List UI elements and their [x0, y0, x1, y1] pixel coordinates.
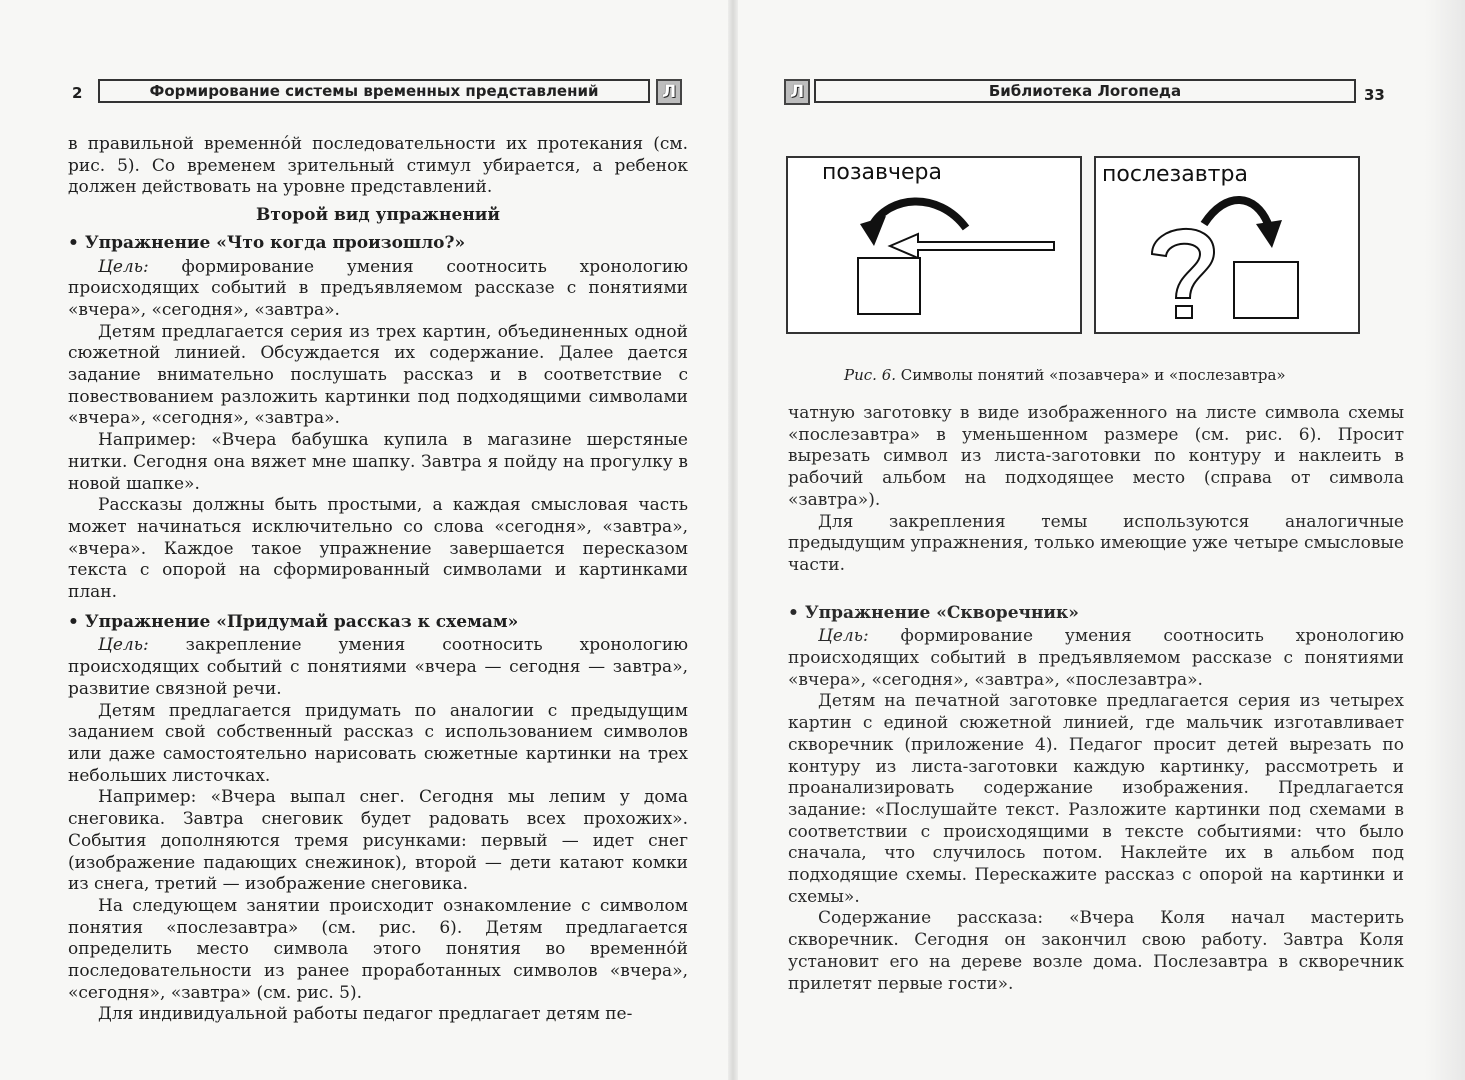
paragraph: Например: «Вчера выпал снег. Сегодня мы лепим у дома снеговика. Завтра снеговик будет радовать всех прохожих». События дополняются тремя рисунками: первый — идет снег (изображение падающих снежинок), второй — дети катают комки из снега, третий — изображение снеговика.: [68, 787, 688, 895]
figure-box-pozavchera: [786, 156, 1082, 334]
paragraph: Для закрепления темы используются аналогичные предыдущим упражнения, только имеющие уже четыре смысловые части.: [788, 511, 1404, 575]
paragraph: На следующем занятии происходит ознакомление с символом понятия «послезавтра» (см. рис. 6). Детям предлагается определить место символа этого понятия во временнóй последовательности из ранее проработанных символов «вчера», «сегодня», «завтра» (см. рис. 5).: [68, 895, 688, 1003]
paragraph: Цель: формирование умения соотносить хронологию происходящих событий в предъявляемом рассказе с понятиями «вчера», «сегодня», «завтра».: [68, 256, 688, 320]
paragraph: Цель: формирование умения соотносить хронологию происходящих событий в предъявляемом рассказе с понятиями «вчера», «сегодня», «завтра», «послезавтра».: [788, 626, 1404, 690]
logo-icon: Л: [784, 79, 810, 105]
exercise-title: • Упражнение «Скворечник»: [788, 602, 1079, 623]
figure-caption: Рис. 6. Символы понятий «позавчера» и «послезавтра»: [844, 366, 1286, 384]
left-header-title: Формирование системы временных представлений: [98, 79, 650, 103]
paragraph: Цель: закрепление умения соотносить хронологию происходящих событий с понятиями «вчера — сегодня — завтра», развитие связной речи.: [68, 635, 688, 699]
right-page-number: 33: [1364, 86, 1385, 104]
right-header-title: Библиотека Логопеда: [814, 79, 1356, 103]
figure-box-poslezavtra: [1094, 156, 1360, 334]
section-title: Второй вид упражнений: [256, 205, 500, 226]
arrow-left-icon: [788, 158, 1080, 332]
paragraph: чатную заготовку в виде изображенного на листе символа схемы «послезавтра» в уменьшенном размере (см. рис. 6). Просит вырезать символ из листа-заготовки по контуру и наклеить в рабочий альбом на подходящее место (справа от символа «завтра»).: [788, 403, 1404, 510]
paragraph: Детям предлагается придумать по аналогии с предыдущим заданием свой собственный рассказ с использованием символов или даже самостоятельно нарисовать сюжетные картинки на трех небольших листочках.: [68, 700, 688, 786]
figure-label: позавчера: [822, 160, 942, 185]
paragraph: Рассказы должны быть простыми, а каждая смысловая часть может начинаться исключительно со слова «сегодня», «завтра», «вчера». Каждое такое упражнение завершается пересказом текста с опорой на сформированный символами и картинками план.: [68, 495, 688, 603]
book-spine: [728, 0, 738, 1080]
paragraph: Содержание рассказа: «Вчера Коля начал мастерить скворечник. Сегодня он закончил свою работу. Завтра Коля установит его на дереве возле дома. Послезавтра в скворечник прилетят первые гости».: [788, 908, 1404, 994]
page-edge-shadow: [1425, 0, 1465, 1080]
paragraph: Детям предлагается серия из трех картин, объединенных одной сюжетной линией. Обсуждается их содержание. Далее дается задание внимательно послушать рассказ и в соответствие с повествованием разложить картинки под подходящими символами «вчера», «сегодня», «завтра».: [68, 321, 688, 429]
exercise-title: • Упражнение «Что когда произошло?»: [68, 232, 466, 253]
figure-label: послезавтра: [1102, 162, 1248, 187]
right-page-text: [788, 403, 1404, 995]
paragraph: Например: «Вчера бабушка купила в магазине шерстяные нитки. Сегодня она вяжет мне шапку. Завтра я пойду на прогулку в новой шапке».: [68, 430, 688, 494]
logo-icon: Л: [656, 79, 682, 105]
left-page-text: [68, 134, 688, 1026]
paragraph: Детям на печатной заготовке предлагается серия из четырех картин с единой сюжетной линией, где мальчик изготавливает скворечник (приложение 4). Педагог просит детей вырезать по контуру из листа-заготовки каждую картинку, рассмотреть и проанализировать содержание изображения. Предлагается задание: «Послушайте текст. Разложите картинки под схемами в соответствии с происходящими в тексте событиями: что было сначала, что случилось потом. Наклейте их в альбом под подходящие схемы. Перескажите рассказ с опорой на картинки и схемы».: [788, 691, 1404, 907]
paragraph: Для индивидуальной работы педагог предлагает детям пе-: [98, 1004, 633, 1025]
left-page-number: 2: [72, 84, 83, 102]
exercise-title: • Упражнение «Придумай рассказ к схемам»: [68, 611, 519, 632]
paragraph: в правильной временнóй последовательности их протекания (см. рис. 5). Со временем зрительный стимул убирается, а ребенок должен действовать на уровне представлений.: [68, 134, 688, 198]
question-arrow-icon: [1096, 158, 1358, 332]
